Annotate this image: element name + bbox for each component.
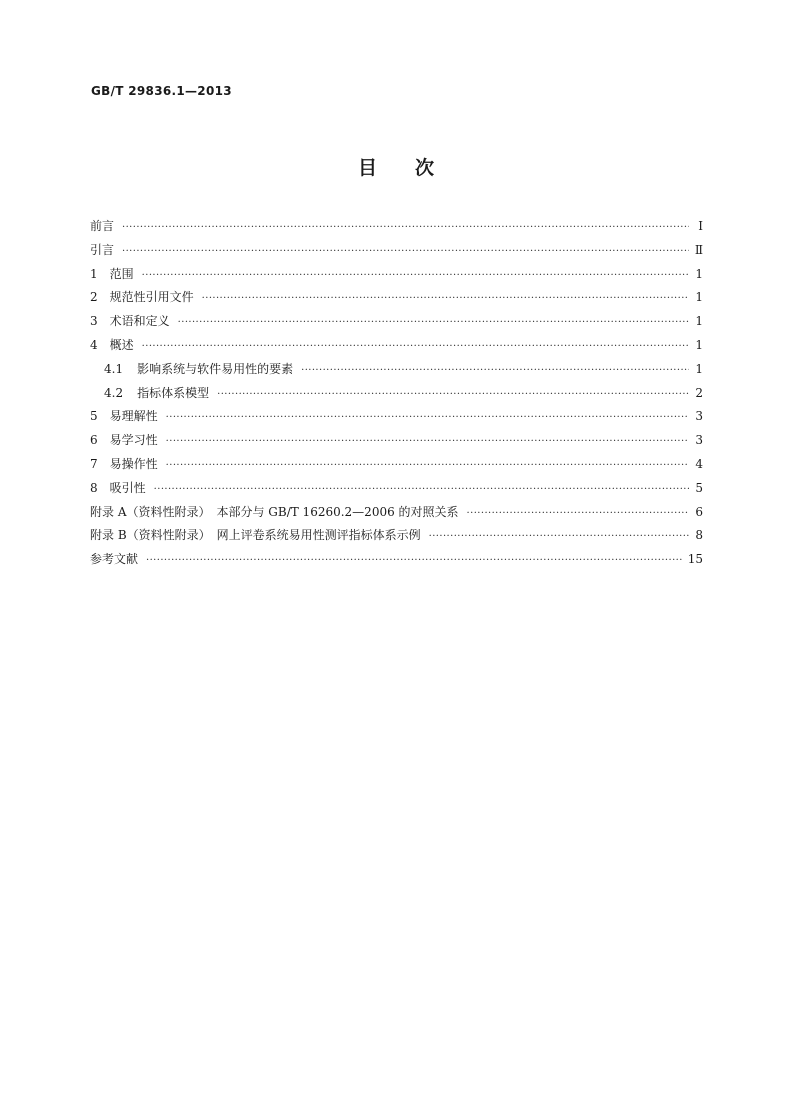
- toc-entry-number: 1: [90, 266, 98, 281]
- toc-page-number: 4: [695, 456, 703, 471]
- toc-entry-label: 术语和定义: [109, 314, 170, 329]
- toc-page-number: 1: [695, 266, 703, 281]
- toc-dot-leader: [301, 359, 689, 383]
- toc-dot-leader: [146, 549, 682, 573]
- toc-subentry-indicator-model[interactable]: [90, 382, 703, 406]
- toc-entry-number: 7: [90, 456, 98, 471]
- toc-entry-label: 易操作性: [109, 456, 158, 471]
- toc-entry-number: 6: [90, 433, 98, 448]
- toc-dot-leader: [154, 478, 689, 502]
- toc-entry-overview[interactable]: [90, 334, 703, 358]
- toc-entry-foreword[interactable]: [90, 215, 703, 239]
- toc-entry-scope[interactable]: [90, 263, 703, 287]
- toc-entry-terms-definitions[interactable]: [90, 310, 703, 334]
- toc-entry-label: 参考文献: [90, 552, 139, 567]
- toc-entry-number: 8: [90, 480, 98, 495]
- toc-dot-leader: [122, 240, 689, 264]
- toc-page-number: 5: [695, 480, 703, 495]
- toc-entry-annex-b[interactable]: [90, 524, 703, 548]
- toc-page-number: 1: [695, 337, 703, 352]
- toc-page-number: 6: [695, 504, 703, 519]
- toc-entry-label: 规范性引用文件: [109, 290, 194, 305]
- toc-entry-number: 5: [90, 409, 98, 424]
- toc-entry-understandability[interactable]: [90, 405, 703, 429]
- toc-entry-label: 指标体系模型: [137, 385, 210, 400]
- toc-entry-learnability[interactable]: [90, 429, 703, 453]
- toc-subentry-usability-factors[interactable]: [90, 358, 703, 382]
- toc-page-number: 3: [695, 433, 703, 448]
- toc-entry-number: 4.2: [104, 385, 124, 400]
- toc-entry-number: 4.1: [104, 361, 124, 376]
- toc-entry-label: 吸引性: [109, 480, 146, 495]
- toc-page-number: Ⅱ: [694, 242, 703, 257]
- toc-page-number: 2: [695, 385, 703, 400]
- toc-entry-number: 3: [90, 314, 98, 329]
- toc-entry-label: 附录 A（资料性附录） 本部分与 GB/T 16260.2—2006 的对照关系: [90, 504, 459, 519]
- toc-entry-number: 4: [90, 337, 98, 352]
- toc-entry-annex-a[interactable]: [90, 501, 703, 525]
- toc-dot-leader: [122, 216, 689, 240]
- toc-dot-leader: [166, 454, 689, 478]
- toc-entry-bibliography[interactable]: [90, 548, 703, 572]
- toc-page-number: 1: [695, 314, 703, 329]
- toc-page-number: 1: [695, 290, 703, 305]
- toc-page-number: Ⅰ: [698, 219, 703, 233]
- toc-entry-operability[interactable]: [90, 453, 703, 477]
- toc-dot-leader: [429, 525, 689, 549]
- toc-entry-label: 前言: [90, 219, 115, 233]
- toc-page-number: 1: [695, 361, 703, 376]
- toc-entry-label: 易理解性: [109, 409, 158, 424]
- toc-page-number: 15: [687, 552, 703, 567]
- toc-dot-leader: [166, 430, 689, 454]
- toc-entry-label: 引言: [90, 242, 115, 257]
- toc-entry-normative-references[interactable]: [90, 286, 703, 310]
- toc-dot-leader: [142, 335, 689, 359]
- toc-entry-label: 附录 B（资料性附录） 网上评卷系统易用性测评指标体系示例: [90, 528, 421, 543]
- toc-page-number: 8: [695, 528, 703, 543]
- toc-entry-label: 影响系统与软件易用性的要素: [137, 361, 294, 376]
- toc-entry-label: 概述: [109, 337, 134, 352]
- toc-entry-number: 2: [90, 290, 98, 305]
- page-title: 目次: [357, 157, 472, 179]
- toc-dot-leader: [467, 502, 689, 526]
- toc-dot-leader: [202, 287, 689, 311]
- toc-dot-leader: [217, 383, 689, 407]
- toc-dot-leader: [142, 264, 689, 288]
- toc-entry-label: 易学习性: [109, 433, 158, 448]
- toc-entry-label: 范围: [109, 266, 134, 281]
- toc-page-number: 3: [695, 409, 703, 424]
- standard-code: GB/T 29836.1—2013: [91, 84, 232, 98]
- table-of-contents: [90, 215, 703, 572]
- toc-dot-leader: [178, 311, 689, 335]
- toc-entry-introduction[interactable]: [90, 239, 703, 263]
- toc-dot-leader: [166, 406, 689, 430]
- toc-entry-attractiveness[interactable]: [90, 477, 703, 501]
